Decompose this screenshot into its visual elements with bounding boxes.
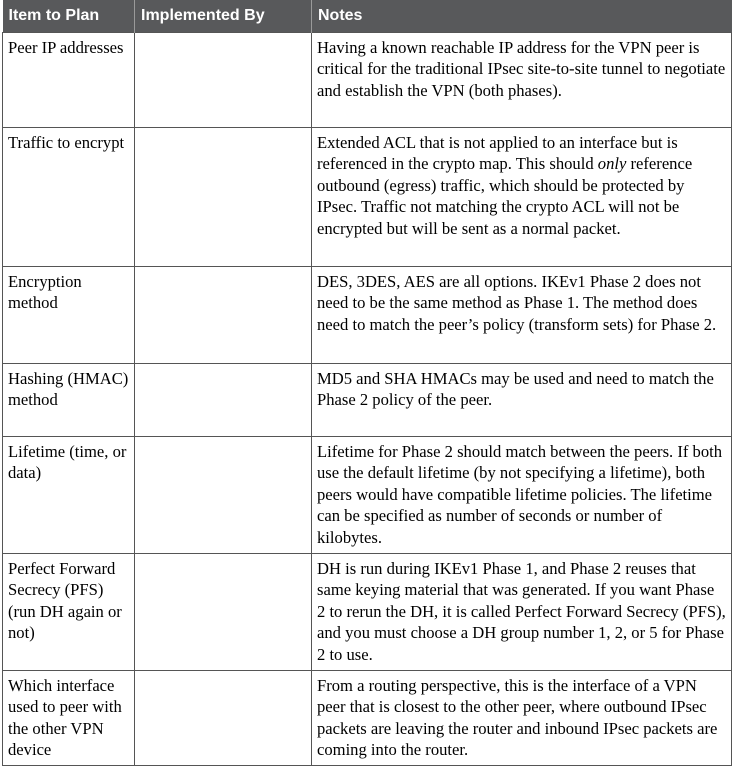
item-cell: Lifetime (time, or data) <box>3 437 135 554</box>
header-item-to-plan: Item to Plan <box>3 0 135 33</box>
item-cell: Peer IP addresses <box>3 33 135 128</box>
table-row <box>3 128 732 267</box>
notes-cell: Lifetime for Phase 2 should match between the peers. If both use the default lifetime (by not specifying a lifetime), both peers would have compatible lifetime policies. The lifetime can be specified as number of seconds or number of kilobytes. <box>312 437 732 554</box>
header-notes: Notes <box>312 0 732 33</box>
notes-text: reference outbound (egress) traffic, which should be protected by IPsec. Traffic not matching the crypto ACL will not be encrypted but will be sent as a normal packet. <box>317 154 693 238</box>
table-row <box>3 554 732 671</box>
notes-cell: DES, 3DES, AES are all options. IKEv1 Phase 2 does not need to be the same method as Phase 1. The method does need to match the peer’s policy (transform sets) for Phase 2. <box>312 267 732 364</box>
item-cell: Traffic to encrypt <box>3 128 135 267</box>
header-row <box>3 0 732 33</box>
table-row <box>3 267 732 364</box>
item-cell: Hashing (HMAC) method <box>3 364 135 437</box>
notes-cell: MD5 and SHA HMACs may be used and need to match the Phase 2 policy of the peer. <box>312 364 732 437</box>
table-row <box>3 671 732 766</box>
implemented-by-cell <box>135 128 312 267</box>
implemented-by-cell <box>135 33 312 128</box>
notes-emphasis: only <box>597 154 627 174</box>
notes-cell: DH is run during IKEv1 Phase 1, and Phase 2 reuses that same keying material that was generated. If you want Phase 2 to rerun the DH, it is called Perfect Forward Secrecy (PFS), and you must choose a DH group number 1, 2, or 5 for Phase 2 to use. <box>312 554 732 671</box>
item-cell: Encryption method <box>3 267 135 364</box>
table-row <box>3 33 732 128</box>
table-row <box>3 437 732 554</box>
table-body <box>3 33 732 766</box>
implemented-by-cell <box>135 267 312 364</box>
table-row <box>3 364 732 437</box>
header-implemented-by: Implemented By <box>135 0 312 33</box>
implemented-by-cell <box>135 364 312 437</box>
item-cell: Perfect Forward Secrecy (PFS) (run DH again or not) <box>3 554 135 671</box>
implemented-by-cell <box>135 437 312 554</box>
item-cell: Which interface used to peer with the other VPN device <box>3 671 135 766</box>
planning-table <box>2 0 732 766</box>
notes-cell: From a routing perspective, this is the interface of a VPN peer that is closest to the other peer, where outbound IPsec packets are leaving the router and inbound IPsec packets are coming into the router. <box>312 671 732 766</box>
table-header <box>3 0 732 33</box>
notes-cell: Having a known reachable IP address for the VPN peer is critical for the traditional IPsec site-to-site tunnel to negotiate and establish the VPN (both phases). <box>312 33 732 128</box>
implemented-by-cell <box>135 554 312 671</box>
notes-cell <box>312 128 732 267</box>
notes-text: Extended ACL that is not applied to an interface but is referenced in the crypto map. This should <box>317 133 678 174</box>
implemented-by-cell <box>135 671 312 766</box>
